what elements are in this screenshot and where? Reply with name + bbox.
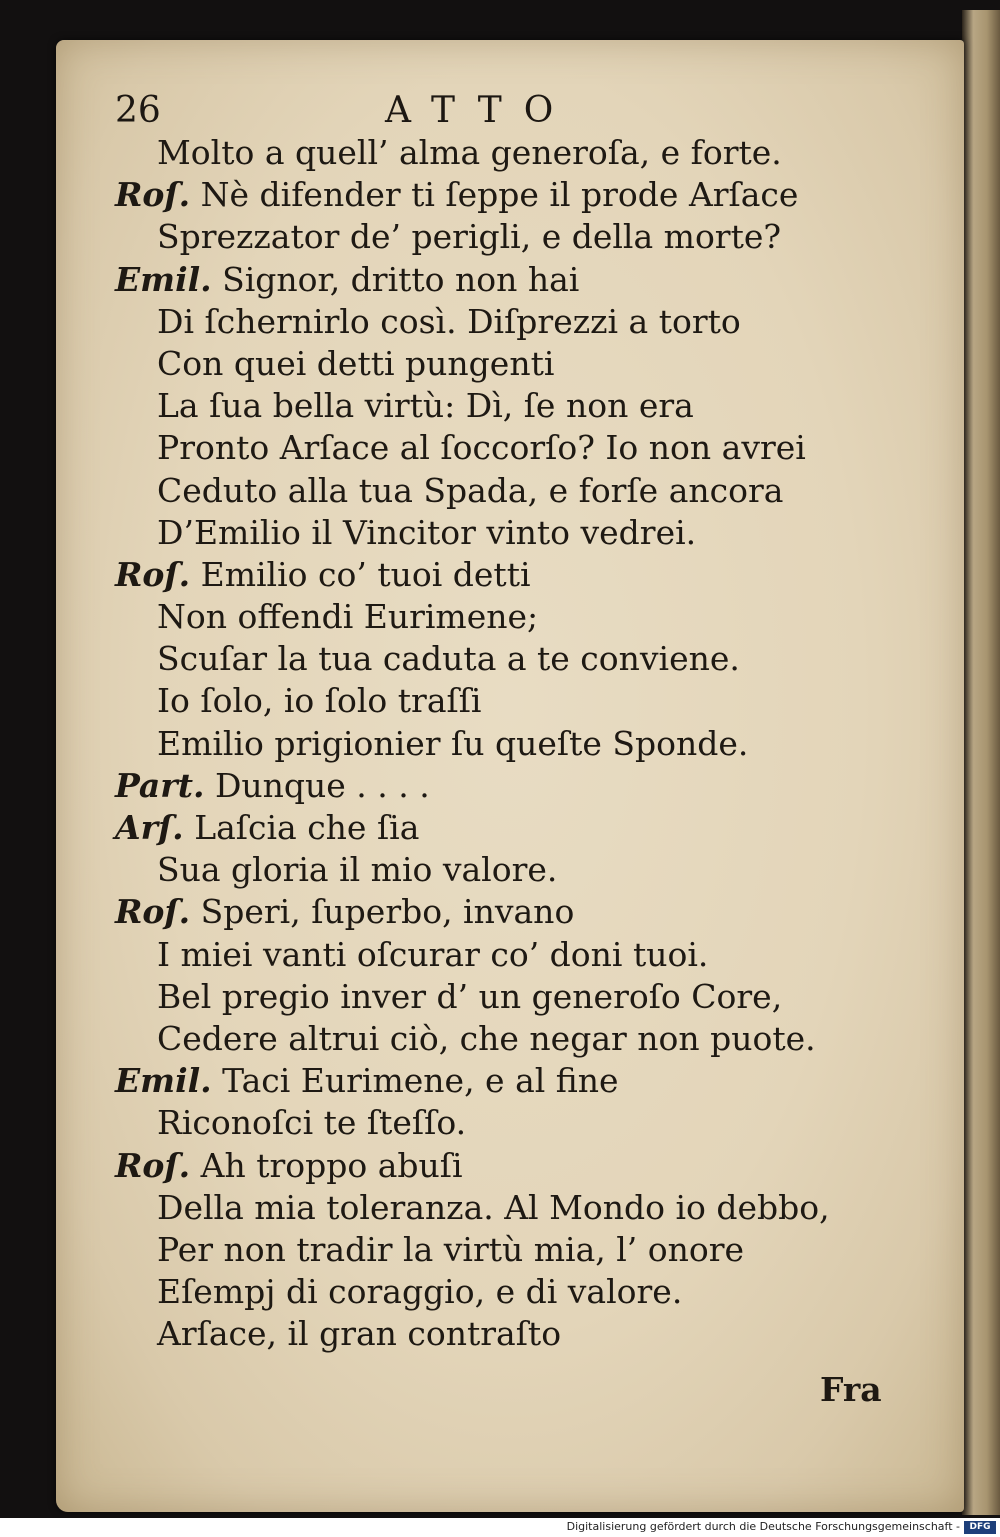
verse-line [115,427,905,469]
verse-text: Sua gloria il mio valore. [157,850,558,890]
verse-text: Molto a quell’ alma generoſa, e forte. [157,133,782,172]
verse-line [115,1271,905,1313]
verse-line [115,1187,905,1229]
verse-line [115,849,905,891]
verse-line [115,1313,905,1355]
verse-line [115,1229,905,1271]
speaker-name: Roſ. [115,175,191,215]
verse-line [115,680,905,722]
verse-text: Bel pregio inver d’ un generoſo Core, [157,976,783,1016]
verse-text: Nè difender ti ſeppe il prode Arſace [200,175,799,215]
verse-line [115,259,905,301]
verse-text: Taci Eurimene, e al fine [222,1061,619,1101]
dfg-logo: DFG [964,1521,996,1534]
verse-text: Cedere altrui ciò, che negar non puote. [157,1018,816,1058]
verse-text: Eſempj di coraggio, e di valore. [157,1272,683,1312]
verse-line [115,1145,905,1187]
verse-text: Sprezzator de’ perigli, e della morte? [157,217,782,257]
verse-text: Emilio co’ tuoi detti [200,554,531,594]
verse-text: I miei vanti oſcurar co’ doni tuoi. [157,934,709,974]
verse-text: Pronto Arſace al ſoccorſo? Io non avrei [157,428,806,468]
verse-text: Scuſar la tua caduta a te conviene. [157,639,740,679]
verse-line [115,512,905,554]
verse-text: D’Emilio il Vincitor vinto vedrei. [157,512,697,552]
verse-line [115,174,905,216]
verse-text: Ah troppo abuſi [200,1145,463,1185]
verse-line [115,765,905,807]
verse-text: Di ſchernirlo così. Diſprezzi a torto [157,301,741,341]
verse-text: La ſua bella virtù: Dì, ſe non era [157,386,694,426]
speaker-name: Arſ. [115,808,184,847]
verse-line [115,1018,905,1060]
verse-text: Signor, dritto non hai [222,259,580,299]
speaker-name: Roſ. [115,1145,191,1185]
verse-line [115,343,905,385]
verse-line [115,470,905,512]
verse-text: Con quei detti pungenti [157,343,555,383]
verse-line [115,638,905,680]
speaker-name: Emil. [115,1061,212,1101]
digitization-footer [0,1518,1000,1537]
funding-credit: Digitalisierung gefördert durch die Deutsche Forschungsgemeinschaft - [566,1520,960,1533]
speaker-name: Roſ. [115,892,191,932]
verse-text: Non offendi Eurimene; [157,597,539,637]
verse-text: Io ſolo, io ſolo traſſi [157,681,482,721]
libretto-text [115,132,905,1355]
verse-line [115,891,905,933]
speaker-name: Roſ. [115,554,191,594]
facing-page-edge [962,10,1000,1515]
verse-line [115,554,905,596]
verse-text: Laſcia che ſia [194,808,420,847]
verse-line [115,596,905,638]
verse-text: Emilio prigionier ſu queſte Sponde. [157,723,749,763]
catchword: Fra [820,1370,882,1409]
speaker-name: Part. [115,765,205,805]
verse-line [115,807,905,849]
verse-line [115,301,905,343]
speaker-name: Emil. [115,259,212,299]
verse-line [115,976,905,1018]
verse-line [115,1060,905,1102]
verse-text: Della mia toleranza. Al Mondo io debbo, [157,1187,830,1227]
verse-line [115,216,905,258]
verse-line [115,132,905,174]
verse-line [115,723,905,765]
running-title: ATTO [385,90,576,131]
page-number: 26 [115,90,161,131]
verse-line [115,385,905,427]
verse-text: Dunque . . . . [214,765,430,805]
verse-text: Arſace, il gran contraſto [157,1314,562,1354]
verse-text: Riconoſci te ſteſſo. [157,1103,467,1143]
verse-line [115,1102,905,1144]
verse-line [115,934,905,976]
verse-text: Per non tradir la virtù mia, l’ onore [157,1229,745,1269]
verse-text: Ceduto alla tua Spada, e forſe ancora [157,470,784,510]
verse-text: Speri, ſuperbo, invano [200,892,575,932]
